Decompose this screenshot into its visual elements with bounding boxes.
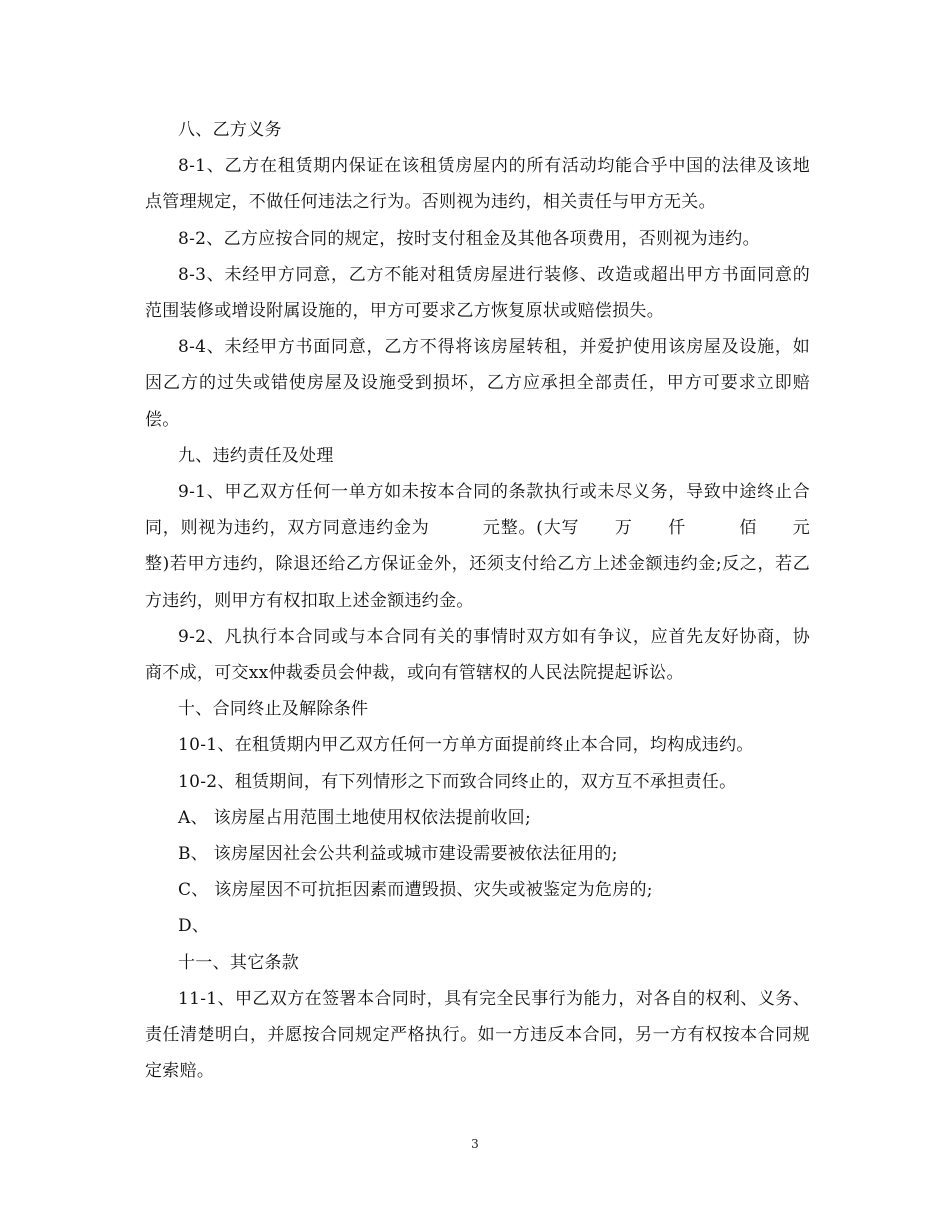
clause-paragraph: 10-1、在租赁期内甲乙双方任何一方单方面提前终止本合同，均构成违约。 — [178, 735, 754, 756]
clause-paragraph: 10-2、租赁期间，有下列情形之下而致合同终止的，双方互不承担责任。 — [178, 771, 737, 792]
clause-paragraph: 9-1、甲乙双方任何一单方如未按本合同的条款执行或未尽义务，导致中途终止合同，则视为违约，双方同意违约金为 元整。(大写 万 仟 佰 元整)若甲方违约，除退还给乙方保证金外，还须支付给乙方上述金额违约金;反之，若乙方违约，则甲方有权扣取上述金额违约金。 — [145, 482, 810, 611]
clause-paragraph: 11-1、甲乙双方在签署本合同时，具有完全民事行为能力，对各自的权利、义务、责任清楚明白，并愿按合同规定严格执行。如一方违反本合同，另一方有权按本合同规定索赔。 — [145, 988, 810, 1082]
clause-paragraph: 8-2、乙方应按合同的规定，按时支付租金及其他各项费用，否则视为违约。 — [178, 228, 760, 249]
list-item: D、 — [178, 916, 210, 937]
clause-paragraph: 8-3、未经甲方同意，乙方不能对租赁房屋进行装修、改造或超出甲方书面同意的范围装修或增设附属设施的，甲方可要求乙方恢复原状或赔偿损失。 — [145, 264, 810, 322]
section-heading: 九、违约责任及处理 — [178, 445, 334, 466]
section-heading: 十、合同终止及解除条件 — [178, 699, 369, 720]
clause-paragraph: 8-4、未经甲方书面同意，乙方不得将该房屋转租，并爱护使用该房屋及设施，如因乙方的过失或错使房屋及设施受到损坏，乙方应承担全部责任，甲方可要求立即赔偿。 — [145, 337, 810, 430]
page-number: 3 — [471, 1137, 479, 1151]
list-item: C、 该房屋因不可抗拒因素而遭毁损、灾失或被鉴定为危房的; — [178, 880, 653, 901]
clause-paragraph: 9-2、凡执行本合同或与本合同有关的事情时双方如有争议，应首先友好协商，协商不成，可交xx仲裁委员会仲裁，或向有管辖权的人民法院提起诉讼。 — [145, 626, 810, 684]
list-item: B、 该房屋因社会公共利益或城市建设需要被依法征用的; — [178, 844, 618, 865]
clause-paragraph: 8-1、乙方在租赁期内保证在该租赁房屋内的所有活动均能合乎中国的法律及该地点管理规定，不做任何违法之行为。否则视为违约，相关责任与甲方无关。 — [145, 156, 810, 213]
section-heading: 八、乙方义务 — [178, 120, 282, 140]
section-heading: 十一、其它条款 — [178, 952, 300, 973]
document-body — [145, 112, 810, 1089]
list-item: A、 该房屋占用范围土地使用权依法提前收回; — [178, 807, 532, 828]
